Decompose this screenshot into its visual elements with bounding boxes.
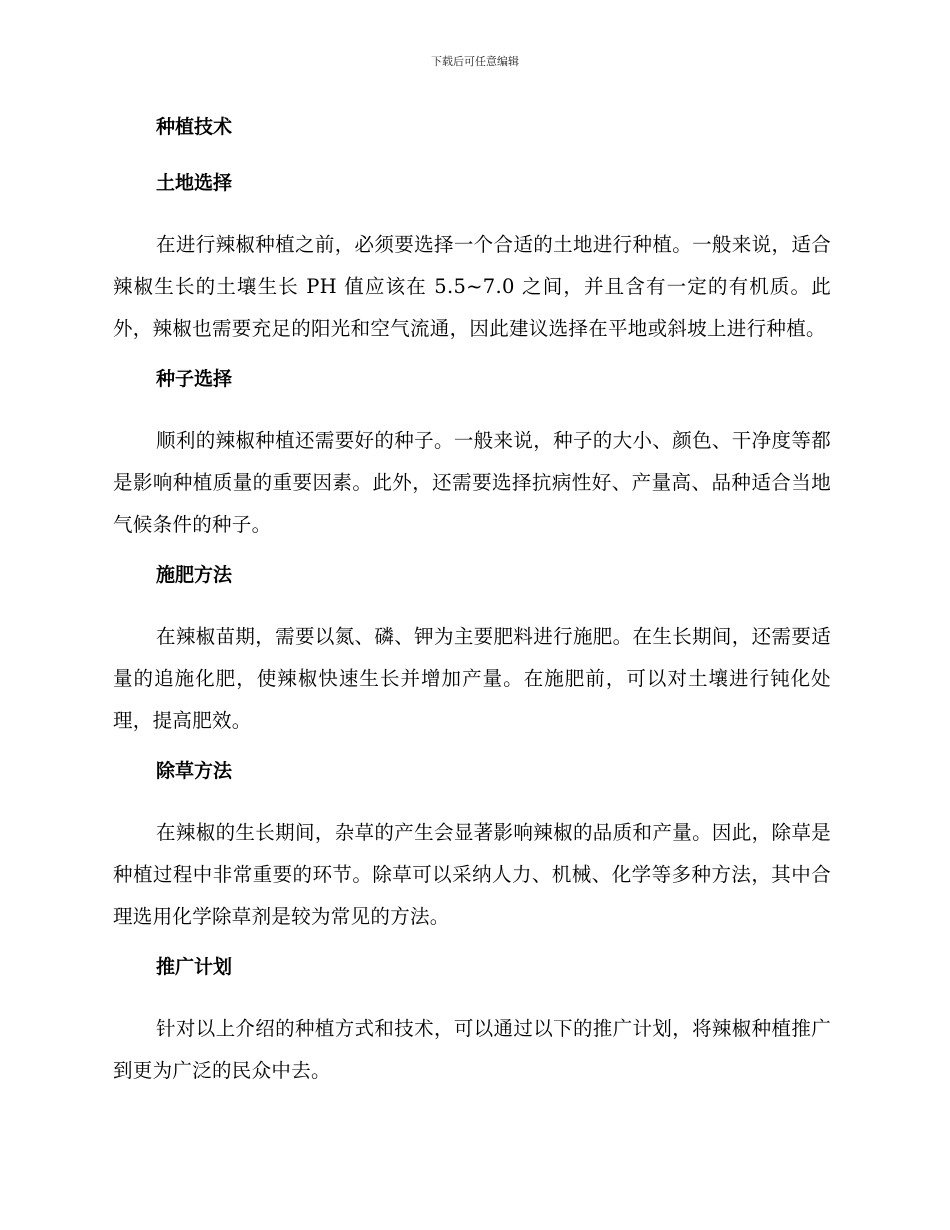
section-seed-selection — [113, 364, 831, 546]
section-heading: 种子选择 — [156, 368, 233, 390]
section-paragraph: 在进行辣椒种植之前，必须要选择一个合适的土地进行种植。一般来说，适合辣椒生长的土壤生长 PH 值应该在 5.5~7.0 之间，并且含有一定的有机质。此外，辣椒也需要充足的阳光和空气流通，因此建议选择在平地或斜坡上进行种植。 — [113, 233, 831, 340]
section-weeding — [113, 756, 831, 938]
section-land-selection — [113, 168, 831, 350]
page-header-note: 下载后可任意编辑 — [431, 55, 519, 68]
section-paragraph: 在辣椒苗期，需要以氮、磷、钾为主要肥料进行施肥。在生长期间，还需要适量的追施化肥，使辣椒快速生长并增加产量。在施肥前，可以对土壤进行钝化处理，提高肥效。 — [113, 625, 831, 732]
document-title: 种植技术 — [156, 116, 233, 138]
section-heading: 土地选择 — [156, 172, 233, 194]
section-heading: 除草方法 — [156, 760, 233, 782]
document-body — [113, 112, 831, 1092]
section-fertilizing — [113, 560, 831, 742]
section-promotion-plan — [113, 952, 831, 1092]
section-paragraph: 在辣椒的生长期间，杂草的产生会显著影响辣椒的品质和产量。因此，除草是种植过程中非常重要的环节。除草可以采纳人力、机械、化学等多种方法，其中合理选用化学除草剂是较为常见的方法。 — [113, 821, 831, 928]
section-paragraph: 针对以上介绍的种植方式和技术，可以通过以下的推广计划，将辣椒种植推广到更为广泛的民众中去。 — [113, 1017, 831, 1082]
section-heading: 施肥方法 — [156, 564, 233, 586]
section-paragraph: 顺利的辣椒种植还需要好的种子。一般来说，种子的大小、颜色、干净度等都是影响种植质量的重要因素。此外，还需要选择抗病性好、产量高、品种适合当地气候条件的种子。 — [113, 429, 831, 536]
section-heading: 推广计划 — [156, 956, 233, 978]
